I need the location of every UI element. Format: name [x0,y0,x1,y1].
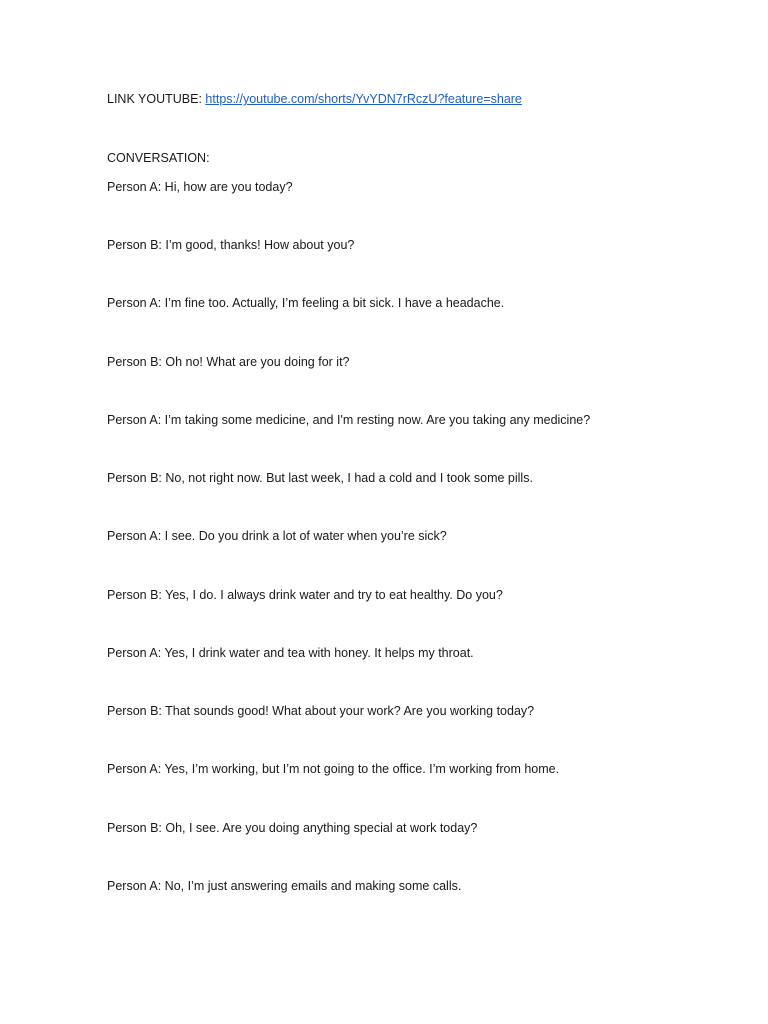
conversation-line: Person A: I see. Do you drink a lot of water when you’re sick? [107,529,447,543]
conversation-line: Person B: I’m good, thanks! How about you? [107,238,355,252]
conversation-line: Person A: Hi, how are you today? [107,180,293,194]
conversation-line: Person B: Yes, I do. I always drink water and try to eat healthy. Do you? [107,588,503,602]
conversation-line: Person B: No, not right now. But last week, I had a cold and I took some pills. [107,471,533,485]
conversation-line: Person A: Yes, I drink water and tea with honey. It helps my throat. [107,646,474,660]
conversation-line: Person B: Oh no! What are you doing for it? [107,355,350,369]
conversation-line: Person A: Yes, I’m working, but I’m not going to the office. I’m working from home. [107,762,560,776]
youtube-link[interactable]: https://youtube.com/shorts/YvYDN7rRczU?feature=share [205,92,522,106]
youtube-link-line [107,91,522,107]
conversation-line: Person B: Oh, I see. Are you doing anything special at work today? [107,821,478,835]
conversation-line: Person A: No, I’m just answering emails and making some calls. [107,879,462,893]
link-label: LINK YOUTUBE: [107,92,202,106]
conversation-line: Person B: That sounds good! What about your work? Are you working today? [107,704,535,718]
conversation-line: Person A: I’m fine too. Actually, I’m feeling a bit sick. I have a headache. [107,296,505,310]
conversation-heading: CONVERSATION: [107,151,210,165]
conversation-line: Person A: I’m taking some medicine, and I'm resting now. Are you taking any medicine? [107,413,591,427]
